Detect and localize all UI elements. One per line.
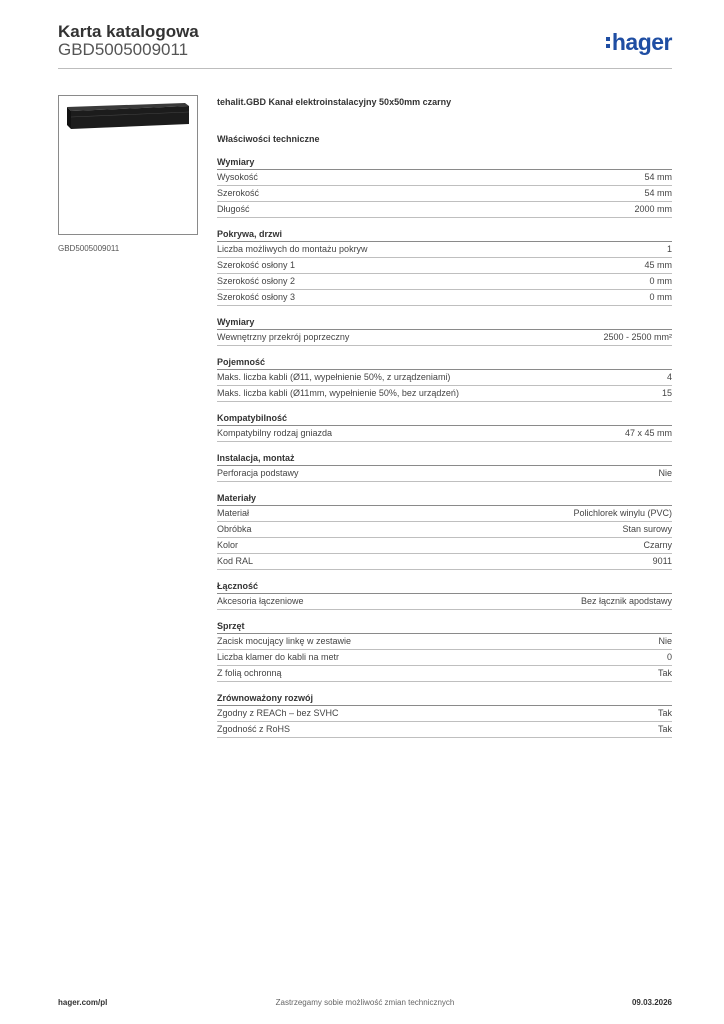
property-row bbox=[217, 466, 672, 482]
property-value: 47 x 45 mm bbox=[624, 428, 672, 438]
product-code: GBD5005009011 bbox=[58, 40, 189, 59]
property-label: Maks. liczba kabli (Ø11, wypełnienie 50%, z urządzeniami) bbox=[217, 372, 451, 382]
property-section bbox=[217, 452, 672, 482]
property-label: Zgodność z RoHS bbox=[217, 724, 291, 734]
property-row bbox=[217, 202, 672, 218]
section-title: Pokrywa, drzwi bbox=[217, 228, 672, 242]
property-label: Szerokość osłony 1 bbox=[217, 260, 296, 270]
property-row bbox=[217, 506, 672, 522]
section-title: Pojemność bbox=[217, 356, 672, 370]
property-label: Kolor bbox=[217, 540, 239, 550]
property-row bbox=[217, 594, 672, 610]
property-section bbox=[217, 692, 672, 738]
property-value: 9011 bbox=[652, 556, 672, 566]
technical-properties-heading: Właściwości techniczne bbox=[217, 134, 320, 144]
property-value: Stan surowy bbox=[622, 524, 672, 534]
cable-duct-icon bbox=[67, 103, 189, 129]
property-row bbox=[217, 258, 672, 274]
property-label: Obróbka bbox=[217, 524, 252, 534]
property-value: Nie bbox=[658, 636, 672, 646]
property-value: Nie bbox=[658, 468, 672, 478]
property-row bbox=[217, 722, 672, 738]
property-value: 0 bbox=[666, 652, 672, 662]
footer-website[interactable]: hager.com/pl bbox=[58, 998, 108, 1007]
property-row bbox=[217, 426, 672, 442]
property-label: Kompatybilny rodzaj gniazda bbox=[217, 428, 333, 438]
product-details bbox=[217, 95, 672, 738]
property-value: Czarny bbox=[643, 540, 672, 550]
property-row bbox=[217, 386, 672, 402]
property-label: Szerokość osłony 2 bbox=[217, 276, 296, 286]
property-value: Bez łącznik apodstawy bbox=[580, 596, 672, 606]
property-value: 15 bbox=[661, 388, 672, 398]
image-caption: GBD5005009011 bbox=[58, 244, 120, 253]
section-title: Wymiary bbox=[217, 156, 672, 170]
property-label: Zgodny z REACh – bez SVHC bbox=[217, 708, 339, 718]
property-value: 1 bbox=[666, 244, 672, 254]
section-title: Instalacja, montaż bbox=[217, 452, 672, 466]
property-label: Liczba możliwych do montażu pokryw bbox=[217, 244, 368, 254]
property-row bbox=[217, 242, 672, 258]
product-image bbox=[58, 95, 198, 235]
property-value: 0 mm bbox=[649, 292, 672, 302]
property-value: 2500 - 2500 mm² bbox=[603, 332, 672, 342]
property-row bbox=[217, 170, 672, 186]
property-row bbox=[217, 650, 672, 666]
property-label: Liczba klamer do kabli na metr bbox=[217, 652, 340, 662]
property-row bbox=[217, 666, 672, 682]
property-value: Tak bbox=[657, 668, 672, 678]
section-title: Kompatybilność bbox=[217, 412, 672, 426]
property-label: Zacisk mocujący linkę w zestawie bbox=[217, 636, 352, 646]
property-row bbox=[217, 554, 672, 570]
section-title: Zrównoważony rozwój bbox=[217, 692, 672, 706]
section-title: Wymiary bbox=[217, 316, 672, 330]
property-row bbox=[217, 186, 672, 202]
property-section bbox=[217, 156, 672, 218]
property-label: Akcesoria łączeniowe bbox=[217, 596, 304, 606]
property-row bbox=[217, 370, 672, 386]
logo-colon-icon bbox=[606, 34, 610, 49]
property-value: Polichlorek winylu (PVC) bbox=[573, 508, 672, 518]
property-section bbox=[217, 316, 672, 346]
property-row bbox=[217, 290, 672, 306]
property-value: 54 mm bbox=[644, 188, 672, 198]
property-row bbox=[217, 538, 672, 554]
product-name: tehalit.GBD Kanał elektroinstalacyjny 50x50mm czarny bbox=[217, 97, 452, 107]
footer-disclaimer: Zastrzegamy sobie możliwość zmian technicznych bbox=[275, 998, 455, 1007]
property-section bbox=[217, 580, 672, 610]
header-divider bbox=[58, 68, 672, 69]
property-row bbox=[217, 634, 672, 650]
property-section bbox=[217, 492, 672, 570]
section-title: Łączność bbox=[217, 580, 672, 594]
page-footer bbox=[58, 998, 672, 1010]
property-value: Tak bbox=[657, 708, 672, 718]
property-label: Perforacja podstawy bbox=[217, 468, 299, 478]
property-section bbox=[217, 412, 672, 442]
property-label: Kod RAL bbox=[217, 556, 254, 566]
logo-text: hager bbox=[611, 29, 672, 55]
property-row bbox=[217, 706, 672, 722]
property-label: Wysokość bbox=[217, 172, 258, 182]
property-value: 4 bbox=[666, 372, 672, 382]
section-title: Materiały bbox=[217, 492, 672, 506]
property-row bbox=[217, 274, 672, 290]
page-header bbox=[58, 22, 672, 69]
property-row bbox=[217, 522, 672, 538]
properties-sections bbox=[217, 156, 672, 738]
property-label: Długość bbox=[217, 204, 250, 214]
property-section bbox=[217, 228, 672, 306]
section-title: Sprzęt bbox=[217, 620, 672, 634]
property-label: Z folią ochronną bbox=[217, 668, 282, 678]
property-value: 45 mm bbox=[644, 260, 672, 270]
property-label: Szerokość osłony 3 bbox=[217, 292, 296, 302]
property-label: Maks. liczba kabli (Ø11mm, wypełnienie 50%, bez urządzeń) bbox=[217, 388, 459, 398]
property-section bbox=[217, 620, 672, 682]
document-title: Karta katalogowa bbox=[58, 22, 199, 41]
property-label: Szerokość bbox=[217, 188, 260, 198]
hager-logo bbox=[606, 29, 672, 56]
property-section bbox=[217, 356, 672, 402]
property-row bbox=[217, 330, 672, 346]
property-value: 0 mm bbox=[649, 276, 672, 286]
property-value: 2000 mm bbox=[634, 204, 672, 214]
property-value: 54 mm bbox=[644, 172, 672, 182]
property-label: Materiał bbox=[217, 508, 250, 518]
property-value: Tak bbox=[657, 724, 672, 734]
footer-date: 09.03.2026 bbox=[631, 998, 672, 1007]
property-label: Wewnętrzny przekrój poprzeczny bbox=[217, 332, 350, 342]
